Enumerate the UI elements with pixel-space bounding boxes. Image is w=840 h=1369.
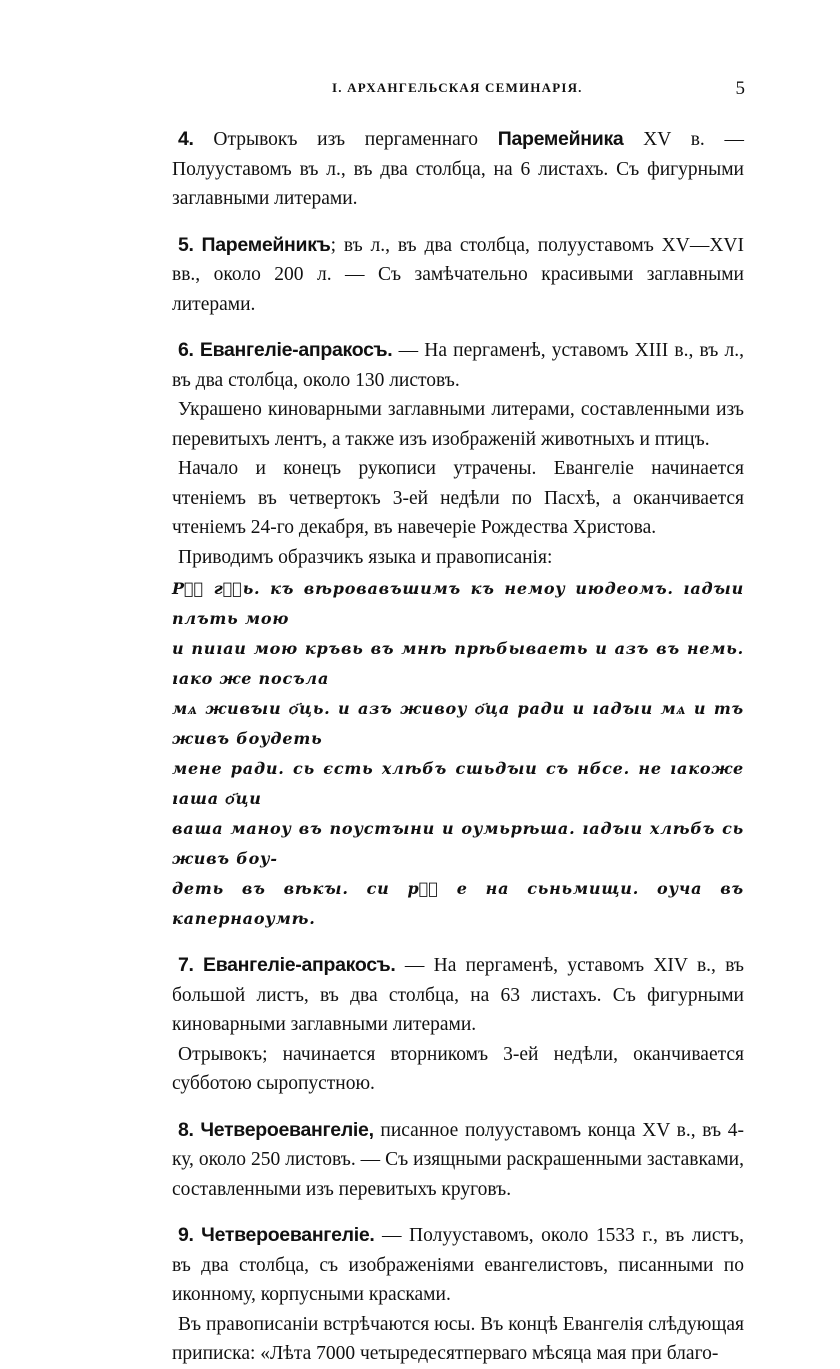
entry-4 [172,125,744,214]
entry-9-paragraph [172,1221,744,1310]
catalog-body [172,125,744,1369]
entry-number: 5. [178,233,194,256]
manuscript-name: Евангеліе-апракосъ. [202,954,396,976]
manuscript-name: Четвероевангеліе. [201,1224,375,1246]
sample-line: Рⷨ҇ гⷭ҇ь. къ вѣровавъшимъ къ немоу июдеомъ. ıадꙑи плъть мою [172,579,744,628]
running-title: I. АРХАНГЕЛЬСКАЯ СЕМИНАРІЯ. [332,80,583,95]
entry-number: 4. [178,128,194,150]
entry-4-text-post: XV в. — Полууставомъ въ л., въ два столбца, на 6 листахъ. Съ фигурными заглавными литерами. [172,129,744,209]
sample-line: деть въ вѣкꙑ. си рⷱ҇ е на сьньмищи. оуча въ капернаоумѣ. [172,879,744,928]
manuscript-name: Паремейника [497,128,624,150]
sample-line: мене ради. сь єсть хлѣбъ сшьдꙑи съ нбсе. не ıакоже ıаша ѻ҃ци [172,759,744,808]
entry-number: 6. [178,339,194,361]
entry-number: 8. [178,1118,194,1141]
entry-lead-text: — На пергаменѣ, уставомъ XIII в., въ л., въ два столбца, около 130 листовъ. [172,340,744,391]
entry-4-text-pre: Отрывокъ изъ пергаменнаго [193,129,498,150]
entry-7-paragraph [172,951,744,1040]
entry-number: 9. [178,1224,194,1246]
manuscript-name: Паремейникъ [201,233,331,256]
entry-lead-text: — Полууставомъ, около 1533 г., въ листъ, въ два столбца, съ изображеніями евангелистовъ, писанными по иконному, корпусными красками. [172,1225,744,1305]
entry-6 [172,336,744,934]
entry-9-orthography: Въ правописаніи встрѣчаются юсы. Въ концѣ Евангелія слѣдующая приписка: «Лѣта 7000 четыредесятперваго мѣсяца мая при благо- [172,1313,744,1364]
entry-6-decoration: Украшено киноварными заглавными литерами, составленными изъ перевитыхъ лентъ, а также изъ изображеній животныхъ и птицъ. [172,399,744,450]
church-slavonic-sample [172,574,744,934]
entry-6-sample-intro: Приводимъ образчикъ языка и правописанія: [178,546,553,568]
entry-lead-text: ; въ л., въ два столбца, полууставомъ XV—XVI вв., около 200 л. — Съ замѣчательно красивыми заглавными литерами. [172,234,745,315]
sample-line: и пиıаи мою кръвь въ мнѣ прѣбываеть и азъ въ немь. ıако же посъла [172,639,744,688]
entry-lead-text: — На пергаменѣ, уставомъ XIV в., въ большой листъ, въ два столбца, на 63 листахъ. Съ фигурными киноварными заглавными литерами. [172,955,745,1035]
sample-line: ваша маноу въ поустꙑни и оумьрѣша. ıадꙑи хлѣбъ сь живъ боу- [172,819,744,868]
manuscript-name: Четвероевангеліе, [200,1118,374,1141]
entry-6-paragraph [172,336,744,395]
running-head [170,78,745,104]
entry-4-paragraph [172,125,744,214]
entry-6-contents: Начало и конецъ рукописи утрачены. Евангеліе начинается чтеніемъ въ четвертокъ 3-ей недѣли по Пасхѣ, а оканчивается чтеніемъ 24-го декабря, въ навечеріе Рождества Христова. [172,458,744,538]
entry-5-paragraph [172,231,744,320]
sample-line: мѧ живꙑи ѻ҃ць. и азъ живоу ѻ҃ца ради и ıадꙑи мѧ и тъ живъ боудеть [172,699,744,748]
entry-7 [172,951,744,1099]
entry-9 [172,1221,744,1369]
entry-7-contents: Отрывокъ; начинается вторникомъ 3-ей недѣли, оканчивается субботою сыропустною. [172,1043,744,1094]
entry-5 [172,231,744,320]
page-number: 5 [735,78,745,99]
entry-lead-text: писанное полууставомъ конца XV в., въ 4-ку, около 250 листовъ. — Съ изящными раскрашенными заставками, составленными изъ перевитыхъ круговъ. [172,1119,744,1200]
entry-number: 7. [178,954,194,976]
manuscript-name: Евангеліе-апракосъ. [199,339,393,361]
